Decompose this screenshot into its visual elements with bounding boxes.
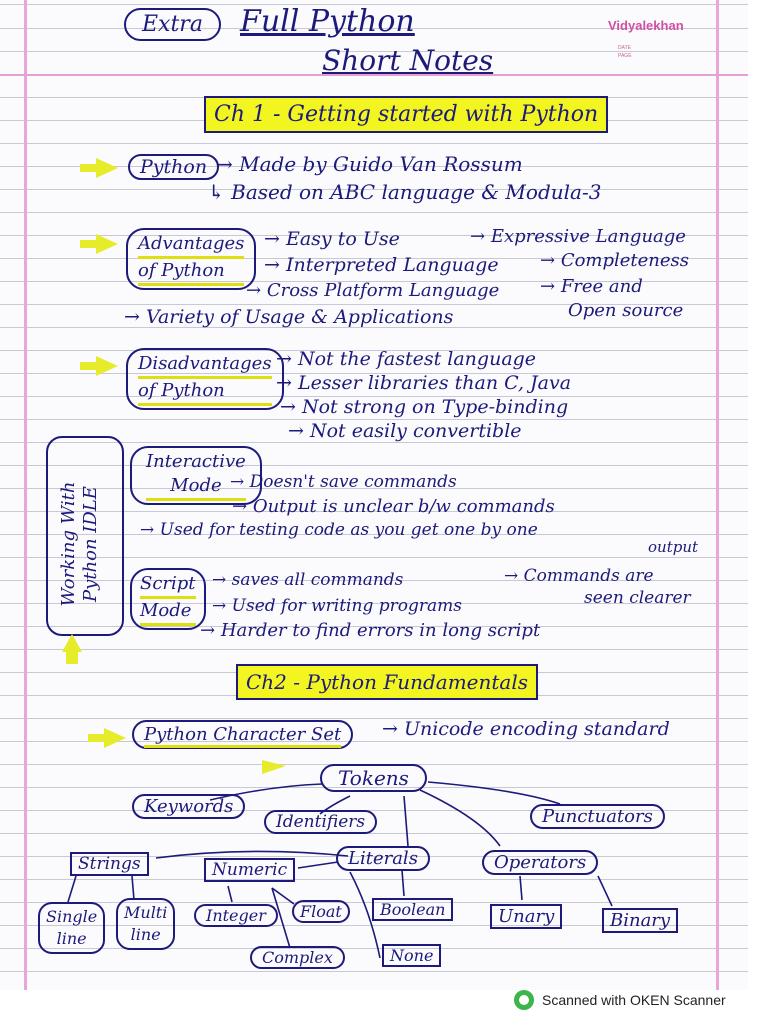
python-point-1: → Made by Guido Van Rossum	[216, 152, 523, 176]
adv-point-4: → Completeness	[540, 250, 690, 271]
node-literals: Literals	[336, 846, 430, 871]
script-point-1: → saves all commands	[212, 570, 404, 590]
disadvantages-label-line1: Disadvantages	[138, 352, 272, 379]
disadv-point-4: → Not easily convertible	[288, 420, 522, 442]
node-boolean: Boolean	[372, 898, 453, 921]
python-point-2: ↳ Based on ABC language & Modula-3	[208, 180, 602, 204]
disadv-point-2: → Lesser libraries than C, Java	[276, 372, 572, 394]
interactive-point-2: → Output is unclear b/w commands	[232, 496, 555, 517]
date-label: DATE	[618, 45, 631, 51]
title-line1: Full Python	[240, 4, 415, 39]
advantages-label-line1: Advantages	[138, 232, 244, 259]
ch1-heading: Ch 1 - Getting started with Python	[204, 96, 608, 133]
extra-badge: Extra	[124, 8, 221, 41]
advantages-label-line2: of Python	[138, 259, 244, 286]
node-unary: Unary	[490, 904, 562, 929]
node-strings: Strings	[70, 852, 149, 876]
multi-line-2: line	[130, 925, 161, 944]
idle-side-label-line1: Working With	[58, 481, 79, 607]
disadv-point-3: → Not strong on Type-binding	[280, 396, 569, 418]
idle-side-label-line2: Python IDLE	[80, 486, 101, 602]
script-point-5: → Harder to find errors in long script	[200, 620, 541, 641]
single-line-2: line	[56, 929, 87, 948]
node-operators: Operators	[482, 850, 598, 875]
interactive-point-1: → Doesn't save commands	[230, 472, 457, 492]
multi-line-1: Multi	[124, 903, 168, 922]
node-none: None	[382, 944, 441, 967]
disadv-point-1: → Not the fastest language	[276, 348, 537, 370]
adv-point-8: → Variety of Usage & Applications	[124, 306, 454, 328]
node-complex: Complex	[250, 946, 345, 969]
page-label: PAGE	[618, 53, 632, 59]
brand-logo: Vidyalekhan	[608, 18, 684, 33]
node-keywords: Keywords	[132, 794, 245, 819]
script-point-3: seen clearer	[584, 588, 691, 608]
adv-point-7: Open source	[568, 300, 684, 321]
python-label: Python	[128, 154, 219, 180]
script-label-line2: Mode	[140, 599, 196, 626]
script-point-2: → Commands are	[504, 566, 654, 586]
node-binary: Binary	[602, 908, 678, 933]
node-tokens: Tokens	[320, 764, 427, 792]
node-float: Float	[292, 900, 350, 923]
disadvantages-label-line2: of Python	[138, 379, 272, 406]
adv-point-5: → Cross Platform Language	[246, 280, 500, 301]
tokens-arrow-icon	[262, 760, 286, 774]
script-label-line1: Script	[140, 572, 196, 599]
node-single-line	[38, 902, 105, 954]
script-point-4: → Used for writing programs	[212, 596, 462, 616]
node-multi-line	[116, 898, 175, 950]
adv-point-3: → Interpreted Language	[264, 254, 499, 276]
arrow-glyph-icon: ↳	[208, 180, 232, 204]
title-line2: Short Notes	[322, 44, 494, 77]
adv-point-2: → Expressive Language	[470, 226, 686, 247]
node-integer: Integer	[194, 904, 278, 927]
single-line-1: Single	[46, 907, 98, 926]
node-numeric: Numeric	[204, 858, 295, 882]
interactive-point-3: → Used for testing code as you get one by one	[140, 520, 538, 540]
scanner-logo-icon	[514, 990, 534, 1010]
interactive-label-line1: Interactive	[146, 451, 246, 472]
interactive-point-4: output	[648, 538, 699, 556]
charset-label: Python Character Set	[132, 720, 353, 749]
scanner-watermark	[514, 990, 726, 1010]
ch2-heading: Ch2 - Python Fundamentals	[236, 664, 538, 700]
node-punctuators: Punctuators	[530, 804, 665, 829]
adv-point-1: → Easy to Use	[264, 228, 400, 250]
arrow-glyph-icon: →	[216, 152, 240, 176]
adv-point-6: → Free and	[540, 276, 643, 297]
interactive-label-line2: Mode	[146, 474, 246, 501]
scanner-text: Scanned with OKEN Scanner	[542, 992, 726, 1008]
node-identifiers: Identifiers	[264, 810, 377, 834]
charset-value: → Unicode encoding standard	[382, 718, 670, 740]
